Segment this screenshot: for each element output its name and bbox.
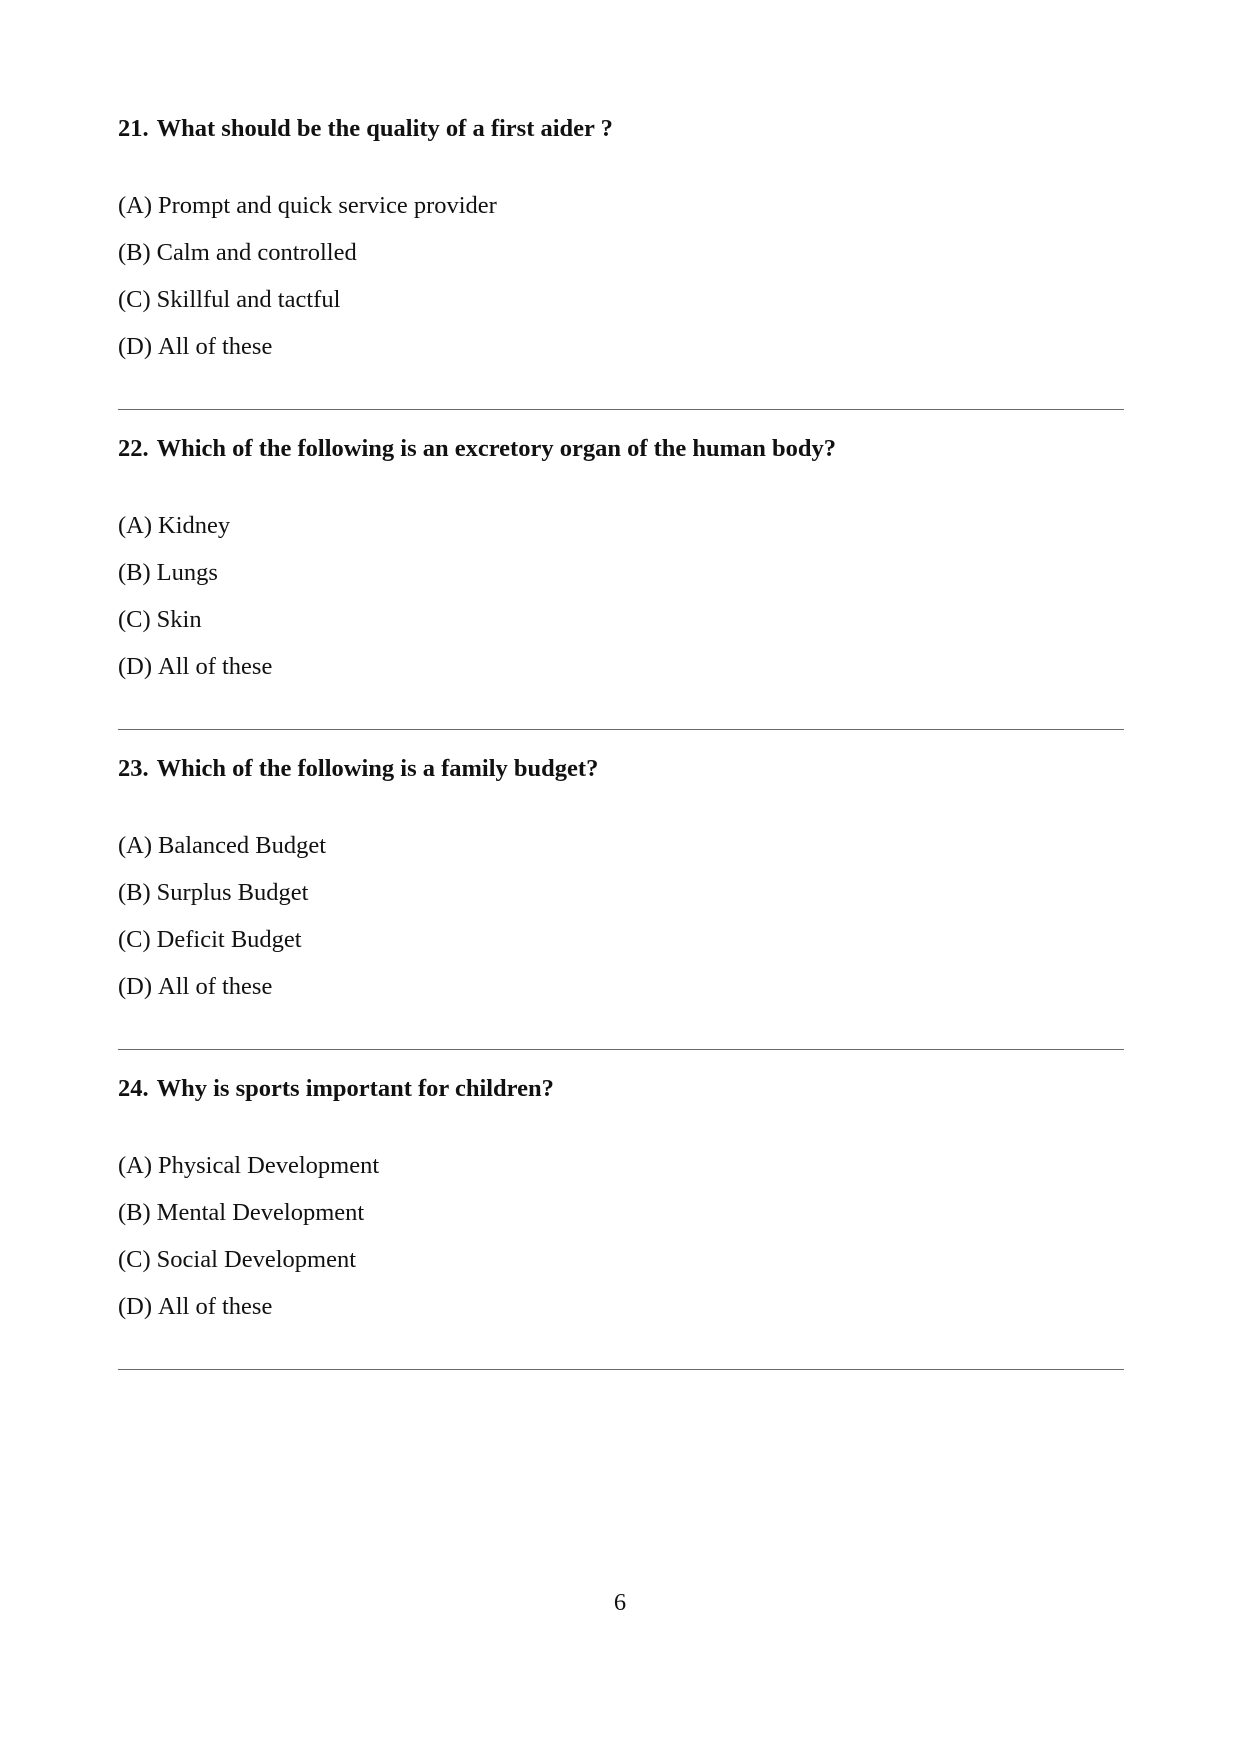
option-c bbox=[118, 1236, 1124, 1283]
question-title bbox=[118, 112, 1124, 146]
question-23 bbox=[118, 752, 1124, 1010]
option-letter: (B) bbox=[118, 879, 151, 906]
option-letter: (C) bbox=[118, 926, 151, 953]
divider bbox=[118, 1049, 1124, 1050]
question-22 bbox=[118, 432, 1124, 690]
option-letter: (A) bbox=[118, 832, 153, 859]
question-text: Which of the following is an excretory organ of the human body? bbox=[156, 435, 837, 462]
question-number: 23. bbox=[118, 755, 149, 782]
divider bbox=[118, 1369, 1124, 1370]
option-d bbox=[118, 1283, 1124, 1330]
options-list bbox=[118, 822, 1124, 1010]
page-number: 6 bbox=[613, 1589, 627, 1616]
option-a bbox=[118, 1142, 1124, 1189]
option-text: Skillful and tactful bbox=[156, 286, 341, 313]
option-text: Kidney bbox=[158, 512, 231, 539]
option-letter: (B) bbox=[118, 559, 151, 586]
option-c bbox=[118, 596, 1124, 643]
option-text: Deficit Budget bbox=[156, 926, 302, 953]
option-c bbox=[118, 916, 1124, 963]
question-title bbox=[118, 1072, 1124, 1106]
option-text: Skin bbox=[156, 606, 202, 633]
option-text: Calm and controlled bbox=[156, 239, 357, 266]
options-list bbox=[118, 1142, 1124, 1330]
option-letter: (D) bbox=[118, 653, 153, 680]
option-letter: (B) bbox=[118, 1199, 151, 1226]
option-b bbox=[118, 1189, 1124, 1236]
option-text: All of these bbox=[158, 1293, 273, 1320]
question-number: 21. bbox=[118, 115, 149, 142]
option-d bbox=[118, 643, 1124, 690]
question-number: 22. bbox=[118, 435, 149, 462]
option-text: All of these bbox=[158, 653, 273, 680]
option-c bbox=[118, 276, 1124, 323]
option-letter: (A) bbox=[118, 192, 153, 219]
option-letter: (D) bbox=[118, 333, 153, 360]
divider bbox=[118, 729, 1124, 730]
question-text: Why is sports important for children? bbox=[156, 1075, 554, 1102]
option-letter: (A) bbox=[118, 512, 153, 539]
options-list bbox=[118, 182, 1124, 370]
option-letter: (D) bbox=[118, 1293, 153, 1320]
option-letter: (A) bbox=[118, 1152, 153, 1179]
option-b bbox=[118, 869, 1124, 916]
option-a bbox=[118, 502, 1124, 549]
question-title bbox=[118, 432, 1124, 466]
question-21 bbox=[118, 112, 1124, 370]
option-letter: (C) bbox=[118, 606, 151, 633]
question-title bbox=[118, 752, 1124, 786]
option-text: Balanced Budget bbox=[158, 832, 327, 859]
question-number: 24. bbox=[118, 1075, 149, 1102]
question-text: Which of the following is a family budget? bbox=[156, 755, 599, 782]
option-d bbox=[118, 323, 1124, 370]
option-a bbox=[118, 822, 1124, 869]
option-text: Prompt and quick service provider bbox=[158, 192, 497, 219]
option-text: Social Development bbox=[156, 1246, 357, 1273]
option-letter: (C) bbox=[118, 286, 151, 313]
divider bbox=[118, 409, 1124, 410]
option-b bbox=[118, 229, 1124, 276]
option-d bbox=[118, 963, 1124, 1010]
option-a bbox=[118, 182, 1124, 229]
option-text: Lungs bbox=[156, 559, 218, 586]
option-text: Physical Development bbox=[158, 1152, 380, 1179]
option-text: Mental Development bbox=[156, 1199, 365, 1226]
option-text: Surplus Budget bbox=[156, 879, 309, 906]
option-letter: (D) bbox=[118, 973, 153, 1000]
option-letter: (B) bbox=[118, 239, 151, 266]
options-list bbox=[118, 502, 1124, 690]
option-text: All of these bbox=[158, 333, 273, 360]
question-24 bbox=[118, 1072, 1124, 1330]
option-letter: (C) bbox=[118, 1246, 151, 1273]
option-text: All of these bbox=[158, 973, 273, 1000]
question-text: What should be the quality of a first aider ? bbox=[156, 115, 613, 142]
option-b bbox=[118, 549, 1124, 596]
